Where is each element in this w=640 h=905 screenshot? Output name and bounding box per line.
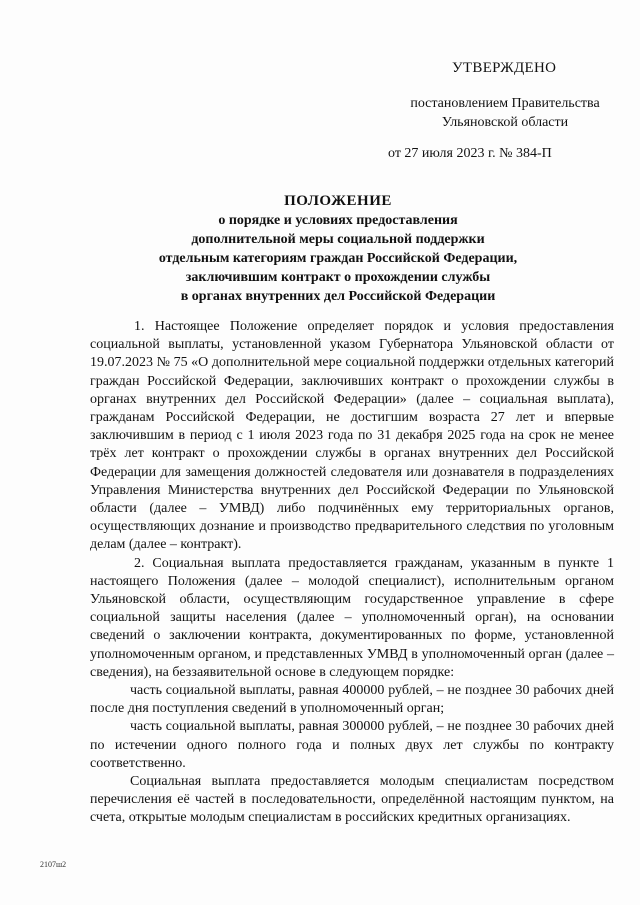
paragraph-1: 1. Настоящее Положение определяет порядок и условия предоставления социальной выплаты, установленной указом Губернатора Ульяновской области от 19.07.2023 № 75 «О дополнительной мере социальной поддержки отдельных категорий граждан Российской Федерации, заключивших контракт о прохождении службы в органах внутренних дел Российской Федерации» (далее – социальная выплата), гражданам Российской Федерации, не достигшим возраста 27 лет и впервые заключившим в период с 1 июля 2023 года по 31 декабря 2025 года на срок не менее трёх лет контракт о прохождении службы в органах внутренних дел Российской Федерации для замещения должностей следователя или дознавателя в подразделениях Управления Министерства внутренних дел Российской Федерации по Ульяновской области (далее – УМВД) либо подчинённых ему территориальных органов, осуществляющих дознание и производство предварительного следствия по уголовным делам (далее – контракт).	[90, 319, 614, 553]
title-line: в органах внутренних дел Российской Федерации	[180, 289, 496, 304]
document-body	[90, 318, 614, 828]
title-line: дополнительной меры социальной поддержки	[191, 232, 485, 247]
decree-date: от 27 июля 2023 г. № 384-П	[388, 146, 552, 161]
title-main: ПОЛОЖЕНИЕ	[284, 193, 392, 209]
decree-line: Ульяновской области	[441, 115, 569, 130]
approval-stamp: УТВЕРЖДЕНО	[452, 60, 557, 76]
decree-line: постановлением Правительства	[410, 96, 600, 111]
paragraph-payment-method: Социальная выплата предоставляется молодым специалистам посредством перечисления её частей в последовательности, определённой настоящим пунктом, на счета, открытые молодым специалистам в российских кредитных организациях.	[90, 774, 614, 826]
document-code: 2107ш2	[40, 860, 67, 869]
title-line: отдельным категориям граждан Российской Федерации,	[158, 251, 518, 266]
decree-reference	[380, 94, 630, 132]
document-title	[60, 192, 616, 306]
title-line: о порядке и условиях предоставления	[218, 213, 458, 228]
paragraph-payment-part-2: часть социальной выплаты, равная 300000 рублей, – не позднее 30 рабочих дней по истечении одного полного года и полных двух лет службы по контракту соответственно.	[90, 719, 614, 771]
title-line: заключившим контракт о прохождении службы	[185, 270, 491, 285]
paragraph-2: 2. Социальная выплата предоставляется гражданам, указанным в пункте 1 настоящего Положения (далее – молодой специалист), исполнительным органом Ульяновской области, осуществляющим государственное управление в сфере социальной защиты населения (далее – уполномоченный орган), на основании сведений о заключении контракта, документированных по форме, установленной уполномоченным органом, и представленных УМВД в уполномоченный орган (далее – сведения), на беззаявительной основе в следующем порядке:	[90, 555, 614, 680]
paragraph-payment-part-1: часть социальной выплаты, равная 400000 рублей, – не позднее 30 рабочих дней после дня поступления сведений в уполномоченный орган;	[90, 683, 614, 717]
